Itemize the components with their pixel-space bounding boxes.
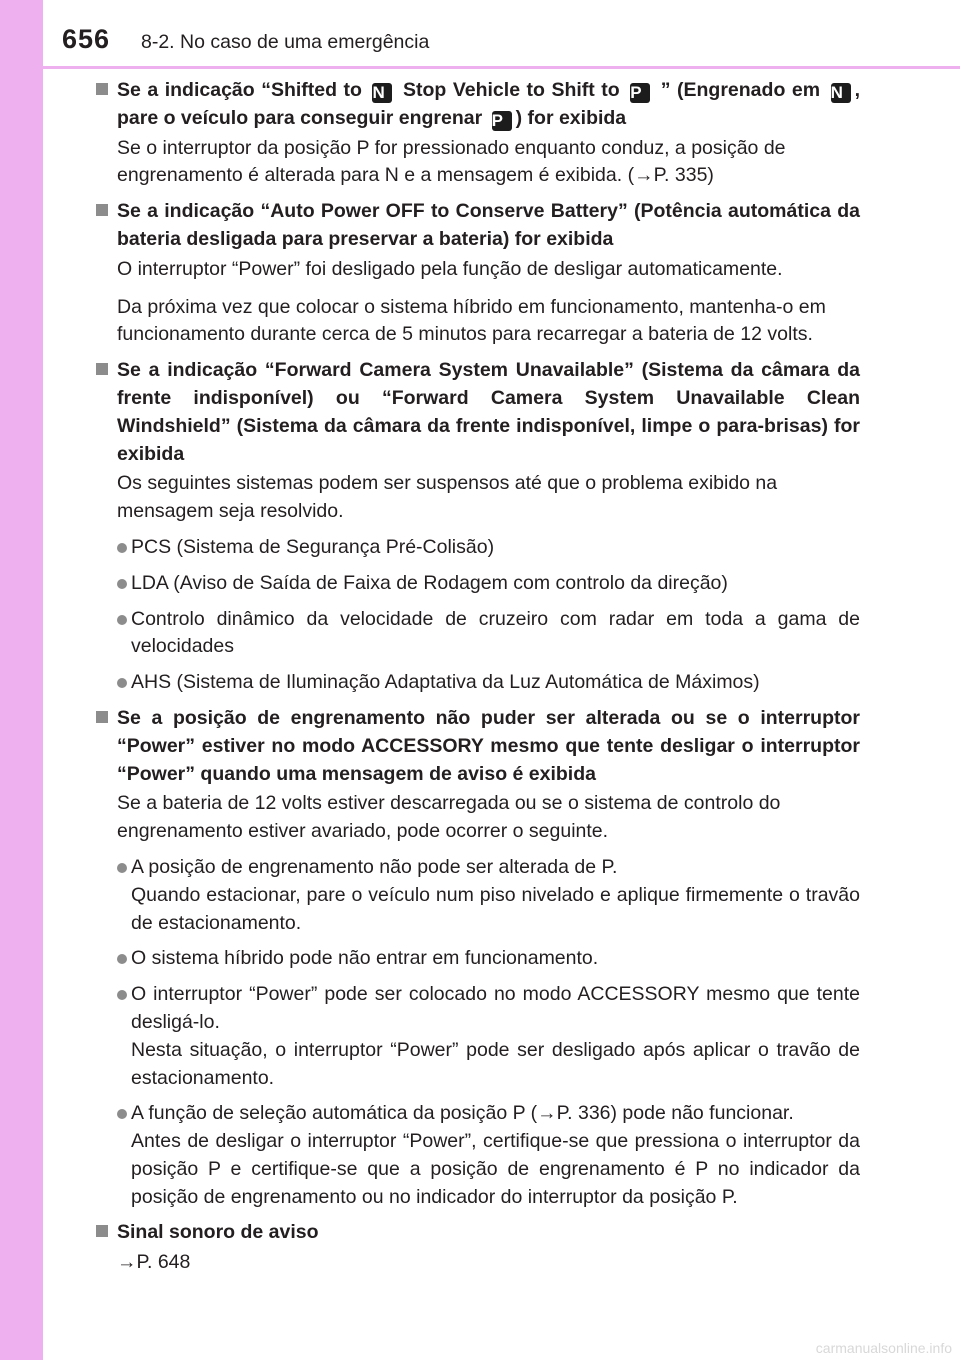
list-item	[117, 945, 860, 973]
section-marker-icon	[96, 204, 108, 216]
n-gear-icon: N	[831, 83, 851, 103]
section-warning-buzzer	[96, 1219, 860, 1277]
section-gear-not-changeable	[96, 705, 860, 1212]
page-number: 656	[62, 24, 111, 54]
heading-text: ” (Engrenado em	[660, 79, 821, 101]
bullet-icon	[117, 579, 127, 589]
list-item-text: Nesta situação, o interruptor “Power” pode ser desligado após aplicar o travão de estacionamento.	[131, 1038, 860, 1089]
list-item-text: Quando estacionar, pare o veículo num piso nivelado e aplique firmemente o travão de estacionamento.	[131, 883, 860, 934]
bullet-icon	[117, 863, 127, 873]
body-paragraph: O interruptor “Power” foi desligado pela função de desligar automaticamente.	[117, 257, 783, 280]
list-item-text: PCS (Sistema de Segurança Pré-Colisão)	[131, 535, 495, 558]
list-item	[117, 669, 860, 697]
bullet-icon	[117, 615, 127, 625]
watermark: carmanualsonline.info	[815, 1340, 952, 1356]
list-item-text: AHS (Sistema de Iluminação Adaptativa da Luz Automática de Máximos)	[131, 671, 760, 694]
list-item-text: Antes de desligar o interruptor “Power”, certifique-se que pressiona o interruptor da posição P e certifique-se que a posição de engrenamento é P no indicador da posição de engrenamento ou no indicador do interruptor da posição P.	[131, 1130, 860, 1208]
list-item	[117, 854, 860, 937]
bullet-icon	[117, 1109, 127, 1119]
list-item-text: O interruptor “Power” pode ser colocado no modo ACCESSORY mesmo que tente desligá-lo.	[131, 983, 860, 1033]
section-shifted-to-n	[96, 77, 860, 190]
list-item-text: A posição de engrenamento não pode ser alterada de P.	[131, 855, 618, 878]
bullet-icon	[117, 543, 127, 553]
header-divider	[43, 66, 960, 69]
list-item	[117, 606, 860, 662]
p-gear-icon: P	[492, 111, 512, 131]
page-reference-link[interactable]: →P. 648	[117, 1251, 191, 1274]
section-marker-icon	[96, 83, 108, 95]
bullet-icon	[117, 990, 127, 1000]
body-paragraph: Se a bateria de 12 volts estiver descarregada ou se o sistema de controlo do engrenamento estiver avariado, pode ocorrer o seguinte.	[117, 792, 781, 843]
list-item-text: O sistema híbrido pode não entrar em funcionamento.	[131, 947, 599, 970]
p-gear-icon: P	[630, 83, 650, 103]
list-item	[117, 534, 860, 562]
section-heading: Sinal sonoro de aviso	[117, 1221, 319, 1244]
list-item	[117, 1100, 860, 1211]
section-heading: Se a indicação “Auto Power OFF to Conserve Battery” (Potência automática da bateria desligada para preservar a bateria) for exibida	[117, 200, 860, 250]
side-tab	[0, 0, 43, 1360]
list-item	[117, 981, 860, 1092]
section-heading: Se a posição de engrenamento não puder ser alterada ou se o interruptor “Power” estiver no modo ACCESSORY mesmo que tente desligar o interruptor “Power” quando uma mensagem de aviso é exibida	[117, 706, 860, 785]
list-item-text: A função de seleção automática da posição P (→P. 336) pode não funcionar.	[131, 1102, 794, 1125]
section-marker-icon	[96, 1225, 108, 1237]
heading-text: ) for exibida	[515, 106, 627, 129]
n-gear-icon: N	[372, 83, 392, 103]
heading-text: , pare o veículo para conseguir engrenar	[117, 79, 860, 129]
section-forward-camera	[96, 357, 860, 697]
list-item	[117, 570, 860, 598]
section-heading	[117, 77, 860, 133]
body-paragraph: Os seguintes sistemas podem ser suspensos até que o problema exibido na mensagem seja resolvido.	[117, 472, 778, 523]
page-content	[96, 77, 860, 1277]
section-marker-icon	[96, 363, 108, 375]
list-item-text: Controlo dinâmico da velocidade de cruzeiro com radar em toda a gama de velocidades	[131, 607, 860, 658]
section-heading: Se a indicação “Forward Camera System Unavailable” (Sistema da câmara da frente indisponível) ou “Forward Camera System Unavailable Clean Windshield” (Sistema da câmara da frente indisponível, limpe o para-brisas) for exibida	[117, 359, 860, 465]
section-marker-icon	[96, 711, 108, 723]
bullet-icon	[117, 678, 127, 688]
bullet-icon	[117, 954, 127, 964]
section-auto-power-off	[96, 198, 860, 349]
body-paragraph: Se o interruptor da posição P for pressionado enquanto conduz, a posição de engrenamento é alterada para N e a mensagem é exibida. (→P. 335)	[117, 136, 786, 187]
chapter-title: 8-2. No caso de uma emergência	[141, 31, 430, 53]
list-item-text: LDA (Aviso de Saída de Faixa de Rodagem com controlo da direção)	[131, 571, 728, 594]
body-paragraph: Da próxima vez que colocar o sistema híbrido em funcionamento, mantenha-o em funcionamento durante cerca de 5 minutos para recarregar a bateria de 12 volts.	[117, 295, 826, 346]
heading-text: Se a indicação “Shifted to	[117, 79, 362, 101]
heading-text: Stop Vehicle to Shift to	[402, 79, 620, 101]
